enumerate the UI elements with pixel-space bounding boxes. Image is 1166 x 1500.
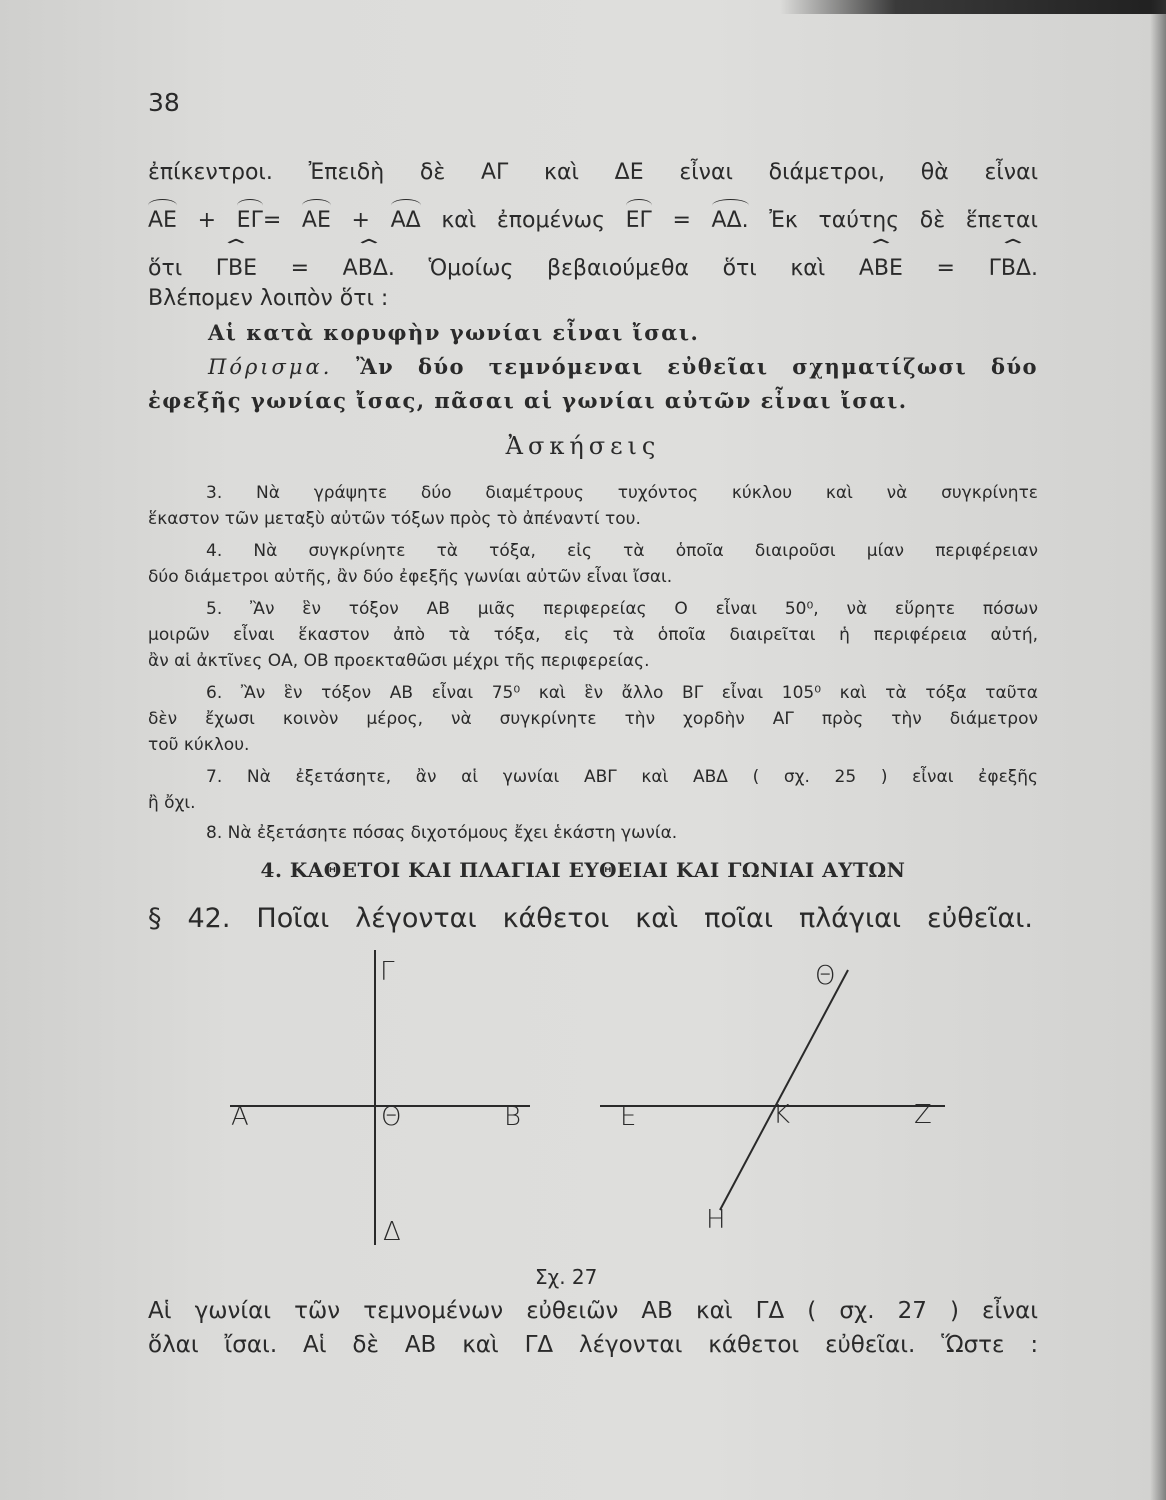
exercise-4-line-1: 4. Νὰ συγκρίνητε τὰ τόξα, εἰς τὰ ὁποῖα διαιροῦσι μίαν περιφέρειαν [206, 541, 1038, 561]
closing-line-2 [148, 1330, 1038, 1360]
label-zeta: Ζ [914, 1100, 932, 1130]
paragraph-line-4: Βλέπομεν λοιπὸν ὅτι : [148, 286, 389, 311]
plus-sign: + [197, 208, 217, 233]
equals-sign: = [290, 256, 310, 281]
word: βεβαιούμεθα [546, 256, 689, 281]
word: δὲ [919, 208, 946, 233]
angle-gbd: ⌃ ΓΒΔ. [989, 254, 1038, 284]
exercise-5-line-1: 5. Ἂν ἓν τόξον ΑΒ μιᾶς περιφερείας Ο εἶναι 50⁰, νὰ εὕρητε πόσων [206, 599, 1038, 619]
word: καὶ [544, 160, 579, 185]
word: ὅτι [722, 256, 757, 281]
exercises-title: Ἀσκήσεις [505, 432, 661, 460]
page-number: 38 [148, 88, 180, 117]
label-eta: Η [706, 1205, 726, 1235]
word: ΓΔ [755, 1298, 785, 1324]
word: εἶναι [982, 1298, 1039, 1324]
angle-gbe: ⌃ ΓΒΕ [216, 254, 257, 284]
porisma-line-2: ἐφεξῆς γωνίας ἴσας, πᾶσαι αἱ γωνίαι αὐτῶν εἶναι ἴσαι. [148, 388, 908, 413]
word: ὅτι [148, 256, 183, 281]
word: ὅλαι [148, 1332, 199, 1358]
word: ΑΒ [404, 1332, 437, 1358]
word: ΑΒ [641, 1298, 673, 1324]
label-beta: Β [504, 1102, 522, 1132]
word: κάθετοι [708, 1332, 800, 1358]
word: ἕπεται [965, 208, 1038, 233]
exercise-6-line-3: τοῦ κύκλου. [148, 735, 250, 755]
exercise-6-line-2: δὲν ἔχωσι κοινὸν μέρος, νὰ συγκρίνητε τὴν χορδὴν ΑΓ πρὸς τὴν διάμετρον [148, 709, 1038, 729]
label-gamma: Γ [380, 957, 395, 987]
word: Ἂν [356, 354, 395, 379]
word: τῶν [294, 1298, 341, 1324]
word: Αἱ [148, 1298, 172, 1324]
word: Αἱ [303, 1332, 327, 1358]
exercise-7-line-2: ἢ ὄχι. [148, 793, 196, 813]
porisma-label: Πόρισμα. [208, 355, 333, 379]
word: σχηματίζωσι [792, 354, 968, 379]
line-theta-eta [720, 970, 848, 1210]
word: ΓΔ [524, 1332, 554, 1358]
exercise-4-line-2: δύο διάμετροι αὐτῆς, ἂν δύο ἐφεξῆς γωνίαι αὐτῶν εἶναι ἴσαι. [148, 567, 673, 587]
word: ταύτης [818, 208, 900, 233]
plus-sign: + [351, 208, 370, 233]
word: τεμνομένων [363, 1298, 504, 1324]
exercise-7-line-1: 7. Νὰ ἐξετάσητε, ἂν αἱ γωνίαι ΑΒΓ καὶ ΑΒΔ ( σχ. 25 ) εἶναι ἐφεξῆς [206, 767, 1038, 787]
word: ( σχ. 27 ) [807, 1298, 959, 1324]
arc-ae: ΑΕ [302, 206, 331, 236]
word: καὶ [462, 1332, 499, 1358]
arc-ae: ΑΕ [148, 206, 177, 236]
word: δὲ [352, 1332, 379, 1358]
word: Ἐκ [769, 208, 798, 233]
label-theta-top: Θ [815, 961, 836, 991]
label-kappa: Κ [773, 1100, 791, 1130]
exercise-5-line-2: μοιρῶν εἶναι ἕκαστον ἀπὸ τὰ τόξα, εἰς τὰ ὁποῖα διαιρεῖται ἡ περιφέρεια αὐτή, [148, 625, 1038, 645]
word: εἶναι [679, 160, 733, 185]
word: εὐθεῖαι [667, 354, 769, 379]
angle-abe: ⌃ ΑΒΕ [859, 254, 903, 284]
word: ΑΓ [480, 160, 509, 185]
equals-sign: = [262, 208, 282, 233]
figure-caption: Σχ. 27 [535, 1265, 598, 1289]
section-heading: 4. ΚΑΘΕΤΟΙ ΚΑΙ ΠΛΑΓΙΑΙ ΕΥΘΕΙΑΙ ΚΑΙ ΓΩΝΙΑΙ ΑΥΤΩΝ [260, 858, 906, 882]
word: Ὁμοίως [428, 256, 514, 281]
exercise-3-line-1: 3. Νὰ γράψητε δύο διαμέτρους τυχόντος κύκλου καὶ νὰ συγκρίνητε [206, 483, 1038, 503]
label-epsilon: Ε [620, 1102, 637, 1132]
equals-sign: = [672, 208, 691, 233]
word: εὐθεῖαι. [825, 1332, 916, 1358]
label-theta-center: Θ [381, 1102, 402, 1132]
word: ἐπίκεντροι. [148, 160, 273, 185]
subsection-heading: § 42. Ποῖαι λέγονται κάθετοι καὶ ποῖαι πλάγιαι εὐθεῖαι. [148, 903, 1033, 934]
word: Ἐπειδὴ [308, 160, 385, 185]
exercise-5-line-3: ἂν αἱ ἀκτῖνες ΟΑ, ΟΒ προεκταθῶσι μέχρι τῆς περιφερείας. [148, 651, 650, 671]
label-delta: Δ [383, 1217, 401, 1247]
word: δὲ [419, 160, 446, 185]
word: γωνίαι [194, 1298, 272, 1324]
arc-ad: ΑΔ. [712, 206, 749, 236]
arc-ad: ΑΔ [391, 206, 421, 236]
theorem: Αἱ κατὰ κορυφὴν γωνίαι εἶναι ἴσαι. [208, 320, 700, 345]
closing-line-1 [148, 1296, 1038, 1326]
exercise-3-line-2: ἕκαστον τῶν μεταξὺ αὐτῶν τόξων πρὸς τὸ ἀπέναντί του. [148, 509, 641, 529]
word: ἐπομένως [496, 208, 606, 233]
arc-eg: ΕΓ [237, 206, 263, 236]
word: ΔΕ [614, 160, 644, 185]
word: ἴσαι. [224, 1332, 278, 1358]
word: καὶ [441, 208, 477, 233]
exercise-8-line-1: 8. Νὰ ἐξετάσητε πόσας διχοτόμους ἔχει ἑκάστη γωνία. [206, 823, 678, 843]
word: δύο [990, 354, 1039, 379]
word: λέγονται [579, 1332, 683, 1358]
word: εἶναι [984, 160, 1039, 185]
word: τεμνόμεναι [488, 354, 644, 379]
arc-eg: ΕΓ [626, 206, 652, 236]
angle-abd: ⌃ ΑΒΔ. [343, 254, 395, 284]
exercise-6-line-1: 6. Ἂν ἓν τόξον ΑΒ εἶναι 75⁰ καὶ ἓν ἄλλο ΒΓ εἶναι 105⁰ καὶ τὰ τόξα ταῦτα [206, 683, 1038, 703]
word: εὐθειῶν [526, 1298, 619, 1324]
word: καὶ [696, 1298, 733, 1324]
word: Ὥστε : [941, 1332, 1039, 1358]
word: δύο [417, 354, 466, 379]
label-alpha: Α [231, 1102, 249, 1132]
word: καὶ [790, 256, 826, 281]
word: θὰ [920, 160, 949, 185]
equals-sign: = [936, 256, 955, 281]
word: διάμετροι, [768, 160, 886, 185]
